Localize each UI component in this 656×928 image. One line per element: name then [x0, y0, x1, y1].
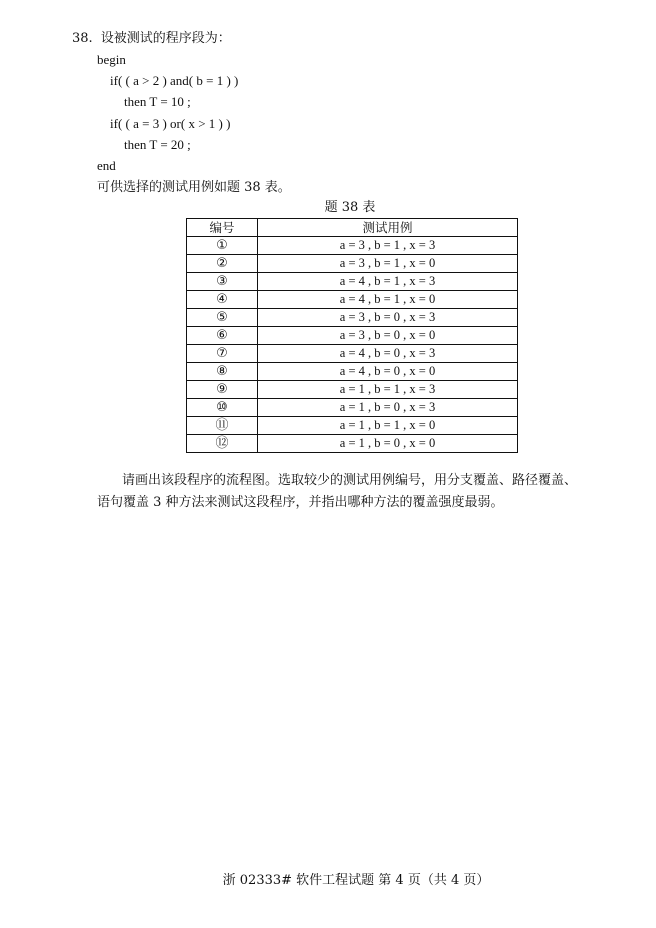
table-intro-text: 可供选择的测试用例如题 38 表。 [97, 180, 291, 195]
row-test-case: a = 1 , b = 0 , x = 0 [258, 435, 518, 453]
row-test-case: a = 1 , b = 0 , x = 3 [258, 399, 518, 417]
row-test-case: a = 1 , b = 1 , x = 3 [258, 381, 518, 399]
code-line-end: end [97, 158, 116, 173]
row-test-case: a = 4 , b = 1 , x = 0 [258, 291, 518, 309]
row-test-case: a = 3 , b = 0 , x = 3 [258, 309, 518, 327]
question-heading [72, 31, 231, 47]
row-test-case: a = 3 , b = 0 , x = 0 [258, 327, 518, 345]
code-line-if-2: if( ( a = 3 ) or( x > 1 ) ) [110, 116, 231, 131]
header-id: 编号 [187, 219, 258, 237]
row-id: ⑨ [187, 381, 258, 399]
table-row [187, 237, 518, 255]
table-header-row [187, 219, 518, 237]
header-test-case: 测试用例 [258, 219, 518, 237]
code-line-then-1: then T = 10 ; [124, 94, 191, 109]
row-test-case: a = 4 , b = 0 , x = 3 [258, 345, 518, 363]
table-row [187, 363, 518, 381]
table-row [187, 345, 518, 363]
row-id: ③ [187, 273, 258, 291]
test-case-table [186, 218, 518, 453]
row-test-case: a = 3 , b = 1 , x = 3 [258, 237, 518, 255]
question-prompt: 设被测试的程序段为： [100, 31, 231, 46]
row-id: ⑩ [187, 399, 258, 417]
row-test-case: a = 1 , b = 1 , x = 0 [258, 417, 518, 435]
instruction-line-1: 请画出该段程序的流程图。选取较少的测试用例编号，用分支覆盖、路径覆盖、 [122, 473, 578, 488]
row-test-case: a = 4 , b = 0 , x = 0 [258, 363, 518, 381]
table-row [187, 435, 518, 453]
question-number: 38. [72, 31, 93, 46]
row-test-case: a = 3 , b = 1 , x = 0 [258, 255, 518, 273]
table-row [187, 399, 518, 417]
table-row [187, 309, 518, 327]
table-row [187, 417, 518, 435]
row-id: ⑫ [187, 435, 258, 453]
table-row [187, 273, 518, 291]
row-id: ⑤ [187, 309, 258, 327]
row-id: ⑪ [187, 417, 258, 435]
table-caption: 题 38 表 [324, 200, 376, 215]
code-line-then-2: then T = 20 ; [124, 137, 191, 152]
table-row [187, 291, 518, 309]
row-id: ② [187, 255, 258, 273]
table-row [187, 327, 518, 345]
code-line-begin: begin [97, 52, 126, 67]
row-id: ① [187, 237, 258, 255]
table-row [187, 255, 518, 273]
row-id: ⑦ [187, 345, 258, 363]
page-footer: 浙 02333# 软件工程试题 第 4 页（共 4 页） [222, 873, 490, 888]
code-line-if-1: if( ( a > 2 ) and( b = 1 ) ) [110, 73, 239, 88]
row-id: ⑧ [187, 363, 258, 381]
table-row [187, 381, 518, 399]
row-id: ④ [187, 291, 258, 309]
row-test-case: a = 4 , b = 1 , x = 3 [258, 273, 518, 291]
row-id: ⑥ [187, 327, 258, 345]
instruction-line-2: 语句覆盖 3 种方法来测试这段程序，并指出哪种方法的覆盖强度最弱。 [97, 495, 504, 510]
